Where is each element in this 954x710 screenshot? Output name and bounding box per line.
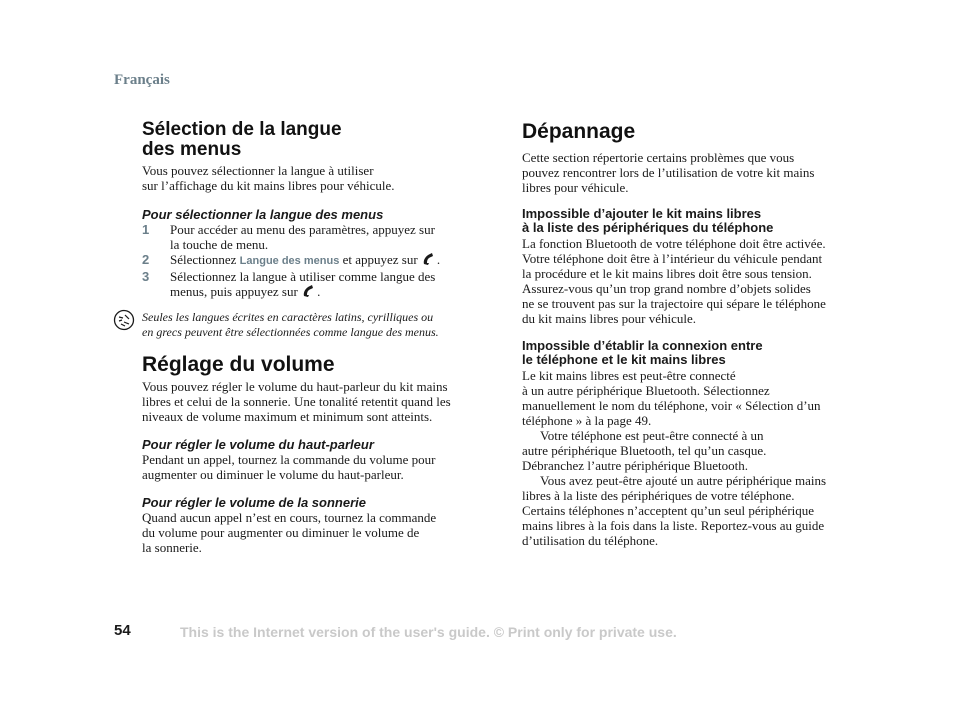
note-box	[142, 310, 474, 340]
menu-reference: Langue des menus	[239, 255, 340, 267]
left-column	[142, 120, 474, 555]
note-tip-icon	[113, 309, 135, 331]
language-intro: Vous pouvez sélectionner la langue à utiliser sur l’affichage du kit mains libres pour véhicule.	[142, 163, 395, 193]
step-item	[142, 269, 474, 299]
procedure-title-speaker: Pour régler le volume du haut-parleur	[142, 437, 374, 452]
page-number: 54	[114, 622, 131, 639]
volume-intro: Vous pouvez régler le volume du haut-parleur du kit mains libres et celui de la sonnerie. Une tonalité retentit quand les niveaux de volume maximum et minimum sont atteints.	[142, 379, 451, 424]
phone-call-icon	[421, 252, 437, 266]
step-number: 3	[142, 269, 150, 284]
step-text	[170, 252, 474, 269]
step-text-before: Sélectionnez	[170, 252, 240, 267]
step-item	[142, 252, 474, 269]
ringtone-volume-text: Quand aucun appel n’est en cours, tournez la commande du volume pour augmenter ou diminuer le volume de la sonnerie.	[142, 510, 437, 555]
step-item	[142, 222, 474, 252]
step-end: .	[317, 284, 321, 299]
step-text-main: Sélectionnez la langue à utiliser comme langue des menus, puis appuyez sur	[170, 269, 436, 299]
section-title-troubleshooting: Dépannage	[522, 120, 636, 143]
problem-text-add-device: La fonction Bluetooth de votre téléphone doit être activée. Votre téléphone doit être à l’intérieur du véhicule pendant la procédure et le kit mains libres doit être sous tension. Assurez-vous qu’un trop grand nombre d’objets solides ne se trouvent pas sur la trajectoire qui sépare le téléphone du kit mains libres pour véhicule.	[522, 236, 826, 326]
step-text: Pour accéder au menu des paramètres, appuyez sur la touche de menu.	[170, 222, 435, 252]
right-column	[522, 120, 854, 548]
problem-text-connection-1: Le kit mains libres est peut-être connecté à un autre périphérique Bluetooth. Sélectionnez manuellement le nom du téléphone, voir « Sélection d’un téléphone » à la page 49.	[522, 368, 821, 428]
step-text	[170, 269, 474, 299]
speaker-volume-text: Pendant un appel, tournez la commande du volume pour augmenter ou diminuer le volume du haut-parleur.	[142, 452, 436, 482]
step-text-after: et appuyez sur	[339, 252, 421, 267]
section-title-volume: Réglage du volume	[142, 353, 335, 376]
problem-text-connection-2: Votre téléphone est peut-être connecté à un autre périphérique Bluetooth, tel qu’un casque. Débranchez l’autre périphérique Bluetooth.	[522, 428, 767, 473]
step-number: 2	[142, 252, 150, 267]
procedure-title-language: Pour sélectionner la langue des menus	[142, 207, 384, 222]
step-end: .	[436, 252, 441, 267]
problem-text-connection-3: Vous avez peut-être ajouté un autre périphérique mains libres à la liste des périphériques de votre téléphone. Certains téléphones n’acceptent qu’un seul périphérique mains libres à la fois dans la liste. Reportez-vous au guide d’utilisation du téléphone.	[522, 473, 827, 548]
step-number: 1	[142, 222, 150, 237]
problem-title-add-device: Impossible d’ajouter le kit mains libres à la liste des périphériques du téléphone	[522, 206, 774, 235]
phone-call-icon	[301, 284, 317, 298]
procedure-title-ringtone: Pour régler le volume de la sonnerie	[142, 495, 366, 510]
section-title-language: Sélection de la langue des menus	[142, 119, 342, 160]
problem-title-connection: Impossible d’établir la connexion entre le téléphone et le kit mains libres	[522, 338, 763, 367]
troubleshooting-intro: Cette section répertorie certains problèmes que vous pouvez rencontrer lors de l’utilisation de votre kit mains libres pour véhicule.	[522, 150, 815, 195]
footer-notice: This is the Internet version of the user's guide. © Print only for private use.	[180, 624, 677, 640]
language-label: Français	[114, 72, 170, 88]
language-steps	[142, 222, 474, 299]
note-text: Seules les langues écrites en caractères latins, cyrilliques ou en grecs peuvent être sélectionnées comme langue des menus.	[142, 310, 439, 339]
